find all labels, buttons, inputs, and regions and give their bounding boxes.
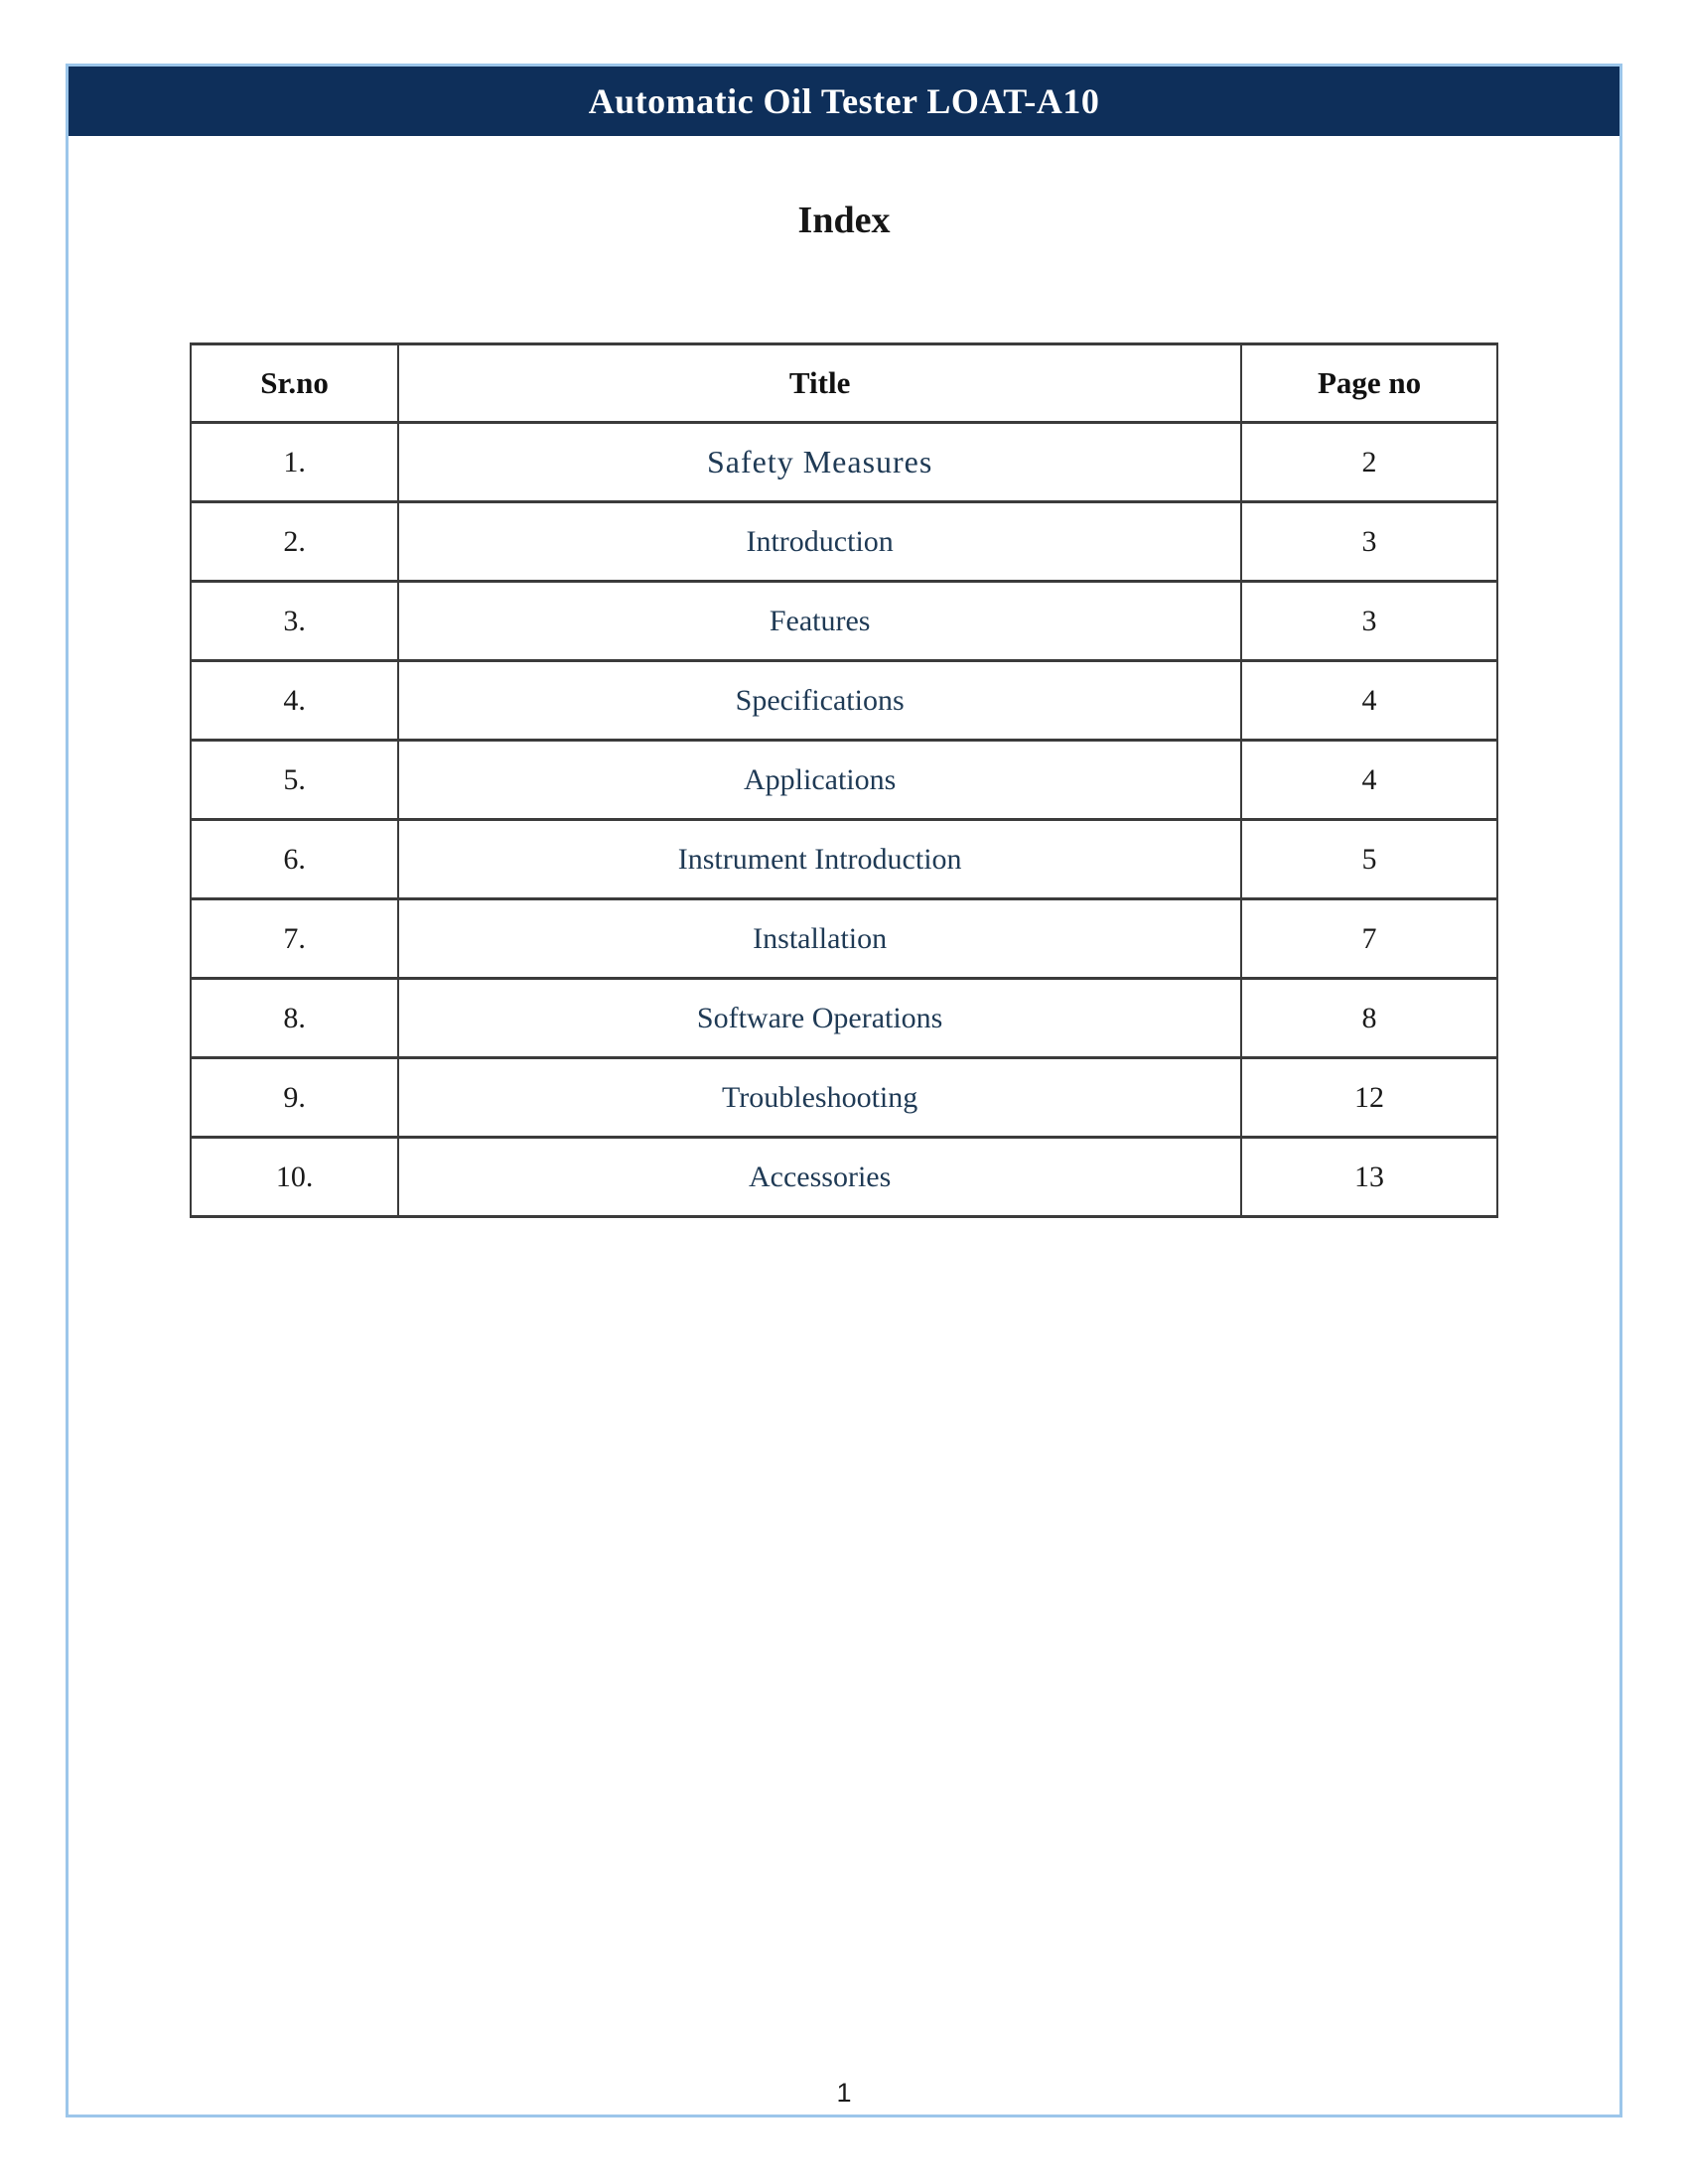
table-row [191,582,1497,661]
title-cell: Introduction [398,502,1241,582]
title-cell: Specifications [398,661,1241,741]
page-cell: 13 [1241,1138,1497,1217]
page-cell: 2 [1241,423,1497,502]
document-header-bar [69,67,1619,136]
title-cell: Safety Measures [398,423,1241,502]
index-table [190,342,1498,1218]
table-row [191,661,1497,741]
srno-cell: 10. [191,1138,398,1217]
index-table-body [191,423,1497,1217]
srno-cell: 1. [191,423,398,502]
table-row [191,1058,1497,1138]
document-title: Automatic Oil Tester LOAT-A10 [588,81,1100,121]
index-table-header [191,344,1497,423]
index-heading: Index [797,200,891,241]
title-cell: Troubleshooting [398,1058,1241,1138]
page-cell: 3 [1241,582,1497,661]
column-header-title: Title [398,344,1241,423]
page-cell: 4 [1241,741,1497,820]
table-row [191,1138,1497,1217]
page-cell: 7 [1241,899,1497,979]
page-cell: 5 [1241,820,1497,899]
title-cell: Features [398,582,1241,661]
srno-cell: 6. [191,820,398,899]
table-header-row [191,344,1497,423]
page-cell: 8 [1241,979,1497,1058]
table-row [191,423,1497,502]
title-cell: Instrument Introduction [398,820,1241,899]
document-page [66,64,1622,2117]
srno-cell: 2. [191,502,398,582]
table-row [191,899,1497,979]
table-row [191,820,1497,899]
title-cell: Software Operations [398,979,1241,1058]
table-row [191,741,1497,820]
title-cell: Installation [398,899,1241,979]
table-row [191,502,1497,582]
column-header-srno: Sr.no [191,344,398,423]
page-cell: 12 [1241,1058,1497,1138]
title-cell: Applications [398,741,1241,820]
srno-cell: 3. [191,582,398,661]
srno-cell: 8. [191,979,398,1058]
page-cell: 4 [1241,661,1497,741]
srno-cell: 9. [191,1058,398,1138]
column-header-pageno: Page no [1241,344,1497,423]
srno-cell: 7. [191,899,398,979]
srno-cell: 5. [191,741,398,820]
footer-page-number: 1 [836,2078,852,2108]
table-row [191,979,1497,1058]
page-cell: 3 [1241,502,1497,582]
srno-cell: 4. [191,661,398,741]
title-cell: Accessories [398,1138,1241,1217]
